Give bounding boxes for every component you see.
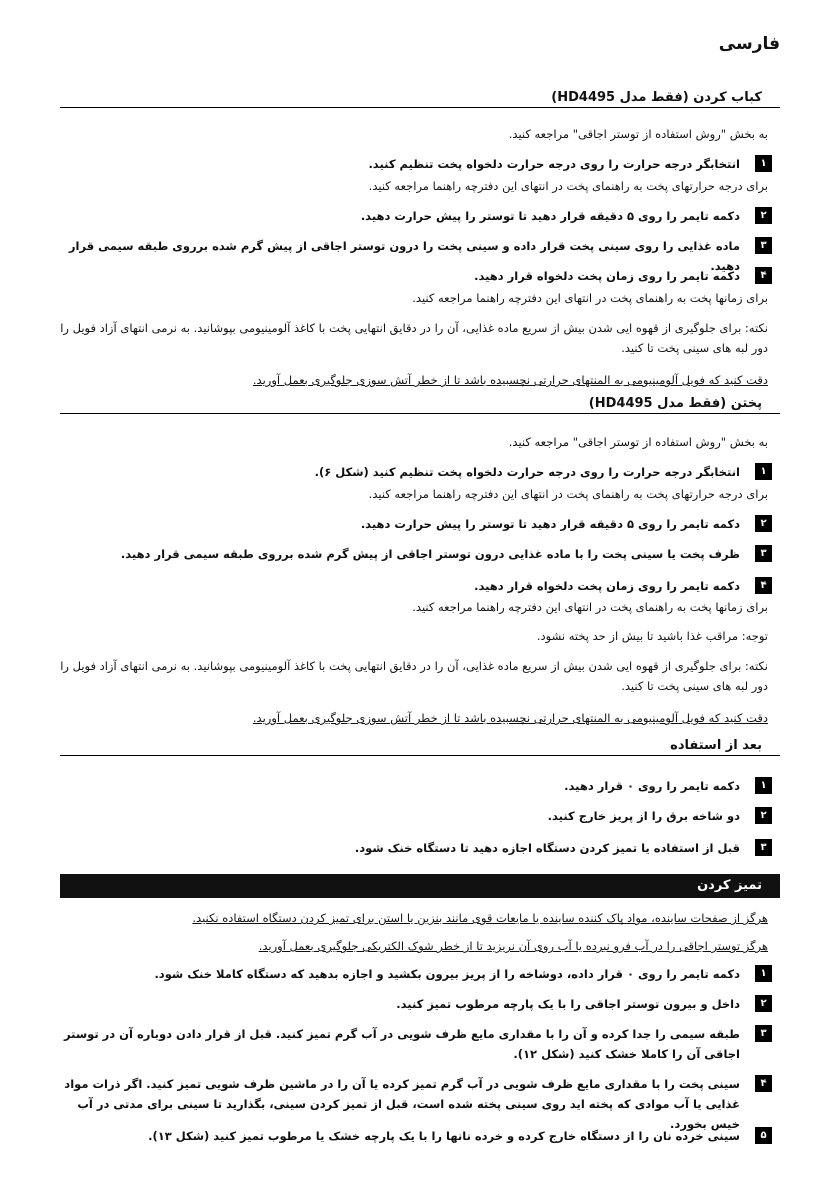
step-text: دکمه تایمر را روی ۵ دقیقه قرار دهید تا توستر را پیش حرارت دهید. [360, 517, 740, 531]
bake-step-4-note: برای زمانها پخت به راهنمای پخت در انتهای این دفترچه راهنما مراجعه کنید. [412, 600, 768, 614]
language-heading: فارسی [718, 34, 780, 54]
grill-warning: دقت کنید که فویل آلومینیومی به المنتهای حرارتی نچسبیده باشد تا از خطر آتش سوزی جلوگیری بعمل آورید. [252, 373, 768, 387]
bake-intro: به بخش "روش استفاده از توستر اجاقی" مراجعه کنید. [508, 435, 768, 449]
section-title-bake: پختن (فقط مدل HD4495) [60, 396, 780, 414]
grill-step-4 [60, 266, 770, 286]
step-number-badge: ۳ [755, 545, 772, 562]
cleaning-warning-2: هرگز توستر اجاقی را در آب فرو نبرده یا آب روی آن نریزید تا از خطر شوک الکتریکی جلوگیری بعمل آورید. [258, 939, 768, 953]
step-text: سینی پخت را با مقداری مایع ظرف شویی در آب گرم تمیز کرده یا آن را در ماشین ظرف شویی تمیز کنید. اگر ذرات مواد غذایی یا آب موادی که پخته اید روی سینی پخته شده است، قبل از تمیز کردن سینی، بگذارید تا سینی برای مدتی در آب خیس بخورد. [64, 1077, 740, 1131]
bake-step-1-note: برای درجه حرارتهای پخت به راهنمای پخت در انتهای این دفترچه راهنما مراجعه کنید. [368, 487, 768, 501]
cleaning-step-5 [60, 1126, 770, 1146]
grill-step-2 [60, 206, 770, 226]
step-text: دکمه تایمر را روی ۵ دقیقه قرار دهید تا توستر را پیش حرارت دهید. [360, 209, 740, 223]
step-number-badge: ۱ [755, 463, 772, 480]
step-text: انتخابگر درجه حرارت را روی درجه حرارت دلخواه پخت تنظیم کنید. [368, 157, 740, 171]
bake-step-3 [60, 544, 770, 564]
step-number-badge: ۲ [755, 515, 772, 532]
step-text: دکمه تایمر را روی زمان پخت دلخواه قرار دهید. [474, 269, 740, 283]
step-text: ماده غذایی را روی سینی پخت قرار داده و سینی پخت را درون توستر اجاقی از پیش گرم شده برروی طبقه سیمی قرار دهید. [68, 239, 740, 273]
bake-step-1 [60, 462, 770, 482]
cleaning-step-4 [60, 1074, 770, 1134]
cleaning-warning-1: هرگز از صفحات ساینده، مواد پاک کننده ساینده یا مایعات قوی مانند بنزین یا استن برای تمیز کردن دستگاه استفاده نکنید. [192, 911, 768, 925]
cleaning-step-3 [60, 1024, 770, 1064]
step-number-badge: ۱ [755, 965, 772, 982]
step-number-badge: ۱ [755, 155, 772, 172]
section-title-grill: کباب کردن (فقط مدل HD4495) [60, 90, 780, 108]
cleaning-step-1 [60, 964, 770, 984]
grill-step-1 [60, 154, 770, 174]
step-text: ظرف پخت یا سینی پخت را با ماده غذایی درون توستر اجاقی از پیش گرم شده برروی طبقه سیمی قرار دهید. [120, 547, 740, 561]
bake-attention: توجه: مراقب غذا باشید تا بیش از حد پخته نشود. [536, 629, 768, 643]
step-number-badge: ۲ [755, 807, 772, 824]
bake-tip: نکته: برای جلوگیری از قهوه ایی شدن بیش از سریع ماده غذایی، آن را در دقایق انتهایی پخت با کاغذ آلومینیومی بپوشانید. به نرمی انتهای آزاد فویل را دور لبه های سینی پخت تا کنید. [60, 659, 768, 693]
section-title-after-use: بعد از استفاده [60, 738, 780, 756]
step-text: قبل از استفاده یا تمیز کردن دستگاه اجازه دهید تا دستگاه خنک شود. [354, 841, 740, 855]
step-number-badge: ۳ [755, 839, 772, 856]
step-text: دو شاخه برق را از پریز خارج کنید. [547, 809, 740, 823]
step-number-badge: ۲ [755, 207, 772, 224]
cleaning-step-2 [60, 994, 770, 1014]
step-text: سینی خرده نان را از دستگاه خارج کرده و خرده نانها را با یک پارچه خشک یا مرطوب تمیز کنید (شکل ۱۳). [148, 1129, 740, 1143]
after-step-2 [60, 806, 770, 826]
step-text: انتخابگر درجه حرارت را روی درجه حرارت دلخواه پخت تنظیم کنید (شکل ۶). [314, 465, 740, 479]
step-text: داخل و بیرون توستر اجاقی را با یک پارچه مرطوب تمیز کنید. [396, 997, 740, 1011]
step-number-badge: ۴ [755, 1075, 772, 1092]
step-text: دکمه تایمر را روی ۰ قرار دهید. [564, 779, 740, 793]
step-text: دکمه تایمر را روی ۰ قرار داده، دوشاخه را از پریز بیرون بکشید و اجازه بدهید که دستگاه کاملا خنک شود. [154, 967, 740, 981]
step-number-badge: ۳ [755, 237, 772, 254]
grill-step-4-note: برای زمانها پخت به راهنمای پخت در انتهای این دفترچه راهنما مراجعه کنید. [412, 291, 768, 305]
step-text: دکمه تایمر را روی زمان پخت دلخواه قرار دهید. [474, 579, 740, 593]
bake-step-4 [60, 576, 770, 596]
grill-step-1-note: برای درجه حرارتهای پخت به راهنمای پخت در انتهای این دفترچه راهنما مراجعه کنید. [368, 179, 768, 193]
step-number-badge: ۴ [755, 267, 772, 284]
step-number-badge: ۲ [755, 995, 772, 1012]
step-number-badge: ۴ [755, 577, 772, 594]
after-step-1 [60, 776, 770, 796]
section-title-cleaning: تمیز کردن [60, 874, 780, 898]
step-number-badge: ۳ [755, 1025, 772, 1042]
grill-intro: به بخش "روش استفاده از توستر اجاقی" مراجعه کنید. [508, 127, 768, 141]
bake-step-2 [60, 514, 770, 534]
bake-warning: دقت کنید که فویل آلومینیومی به المنتهای حرارتی نچسبیده باشد تا از خطر آتش سوزی جلوگیری بعمل آورید. [252, 711, 768, 725]
step-text: طبقه سیمی را جدا کرده و آن را با مقداری مایع ظرف شویی در آب گرم تمیز کنید. قبل از قرار دادن دوباره آن در توستر اجاقی آن را کاملا خشک کنید (شکل ۱۲). [63, 1027, 740, 1061]
step-number-badge: ۵ [755, 1127, 772, 1144]
grill-tip: نکته: برای جلوگیری از قهوه ایی شدن بیش از سریع ماده غذایی، آن را در دقایق انتهایی پخت با کاغذ آلومینیومی بپوشانید. به نرمی انتهای آزاد فویل را دور لبه های سینی پخت تا کنید. [60, 321, 768, 355]
step-number-badge: ۱ [755, 777, 772, 794]
after-step-3 [60, 838, 770, 858]
